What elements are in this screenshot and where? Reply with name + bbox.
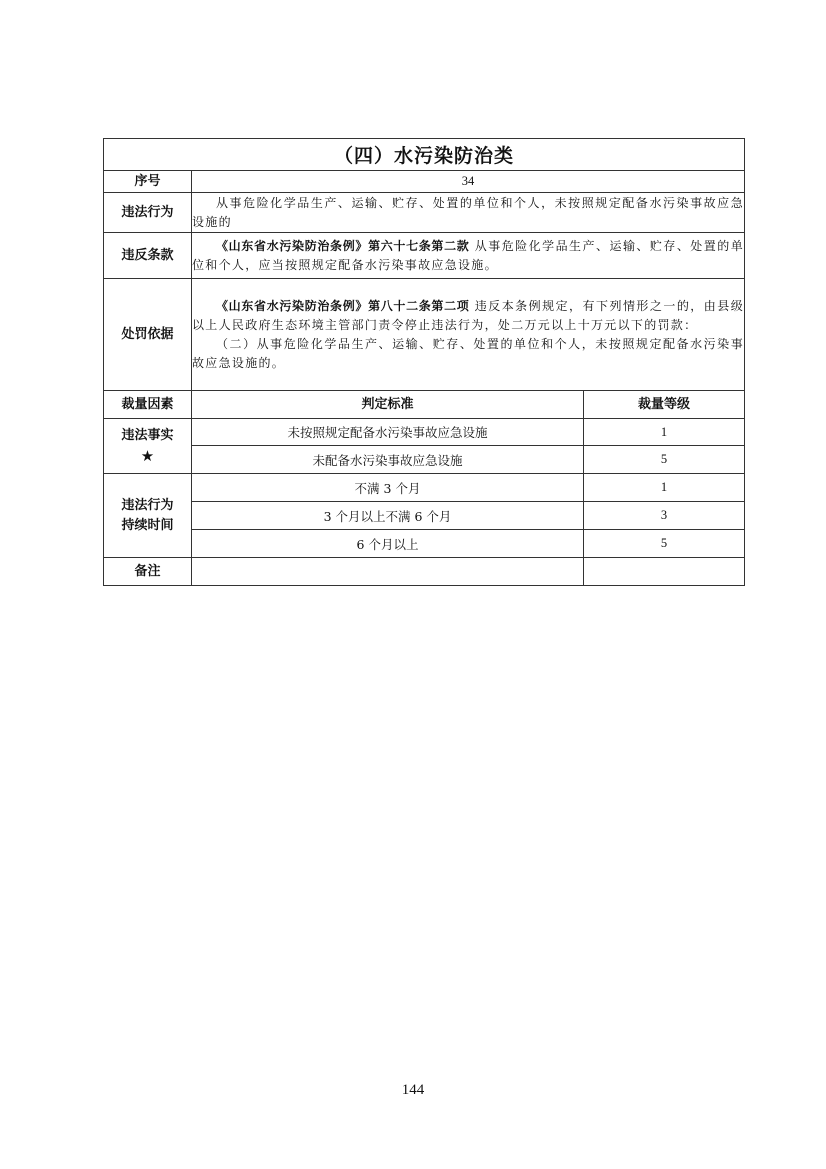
remarks-level — [584, 558, 745, 586]
facts-label-cell — [104, 419, 192, 474]
serial-value: 34 — [192, 171, 745, 193]
duration-label-cell — [104, 474, 192, 558]
duration-criteria-1: 不满 3 个月 — [192, 474, 584, 502]
penalty-basis-reference: 《山东省水污染防治条例》第八十二条第二项 — [216, 298, 470, 313]
criteria-header: 判定标准 — [192, 391, 584, 419]
violated-clause-row — [104, 233, 745, 279]
star-icon: ★ — [140, 447, 155, 465]
duration-label-line2: 持续时间 — [121, 517, 174, 533]
facts-row-1 — [104, 419, 745, 446]
factor-header: 裁量因素 — [104, 391, 192, 419]
violated-clause-reference: 《山东省水污染防治条例》第六十七条第二款 — [216, 238, 470, 253]
penalty-basis-label: 处罚依据 — [104, 279, 192, 391]
facts-label: 违法事实 — [121, 428, 174, 443]
table-title: （四）水污染防治类 — [104, 139, 745, 171]
penalty-basis-text: 违反本条例规定，有下列情形之一的，由县级以上人民政府生态环境主管部门责令停止违法行为，处二万元以上十万元以下的罚款： — [192, 298, 745, 332]
duration-row-2 — [104, 502, 745, 530]
duration-level-1: 1 — [584, 474, 745, 502]
facts-level-1: 1 — [584, 419, 745, 446]
penalty-basis-cell — [192, 279, 745, 391]
serial-row — [104, 171, 745, 193]
facts-criteria-2: 未配备水污染事故应急设施 — [192, 446, 584, 474]
violation-row — [104, 193, 745, 233]
facts-criteria-1: 未按照规定配备水污染事故应急设施 — [192, 419, 584, 446]
duration-level-2: 3 — [584, 502, 745, 530]
facts-level-2: 5 — [584, 446, 745, 474]
level-header: 裁量等级 — [584, 391, 745, 419]
duration-level-3: 5 — [584, 530, 745, 558]
discretion-header-row — [104, 391, 745, 419]
serial-label: 序号 — [104, 171, 192, 193]
violation-cell — [192, 193, 745, 233]
duration-row-1 — [104, 474, 745, 502]
facts-row-2 — [104, 446, 745, 474]
title-row — [104, 139, 745, 171]
violated-clause-text: 从事危险化学品生产、运输、贮存、处置的单位和个人，应当按照规定配备水污染事故应急设施。 — [192, 238, 745, 272]
remarks-label: 备注 — [104, 558, 192, 586]
duration-criteria-3: 6 个月以上 — [192, 530, 584, 558]
violated-clause-cell — [192, 233, 745, 279]
violation-text: 从事危险化学品生产、运输、贮存、处置的单位和个人，未按照规定配备水污染事故应急设施的 — [192, 195, 745, 229]
duration-criteria-2: 3 个月以上不满 6 个月 — [192, 502, 584, 530]
duration-row-3 — [104, 530, 745, 558]
penalty-table — [103, 138, 745, 586]
penalty-basis-row — [104, 279, 745, 391]
penalty-basis-item: （二）从事危险化学品生产、运输、贮存、处置的单位和个人，未按照规定配备水污染事故应急设施的。 — [192, 336, 745, 370]
page-number: 144 — [401, 1082, 425, 1098]
violation-label: 违法行为 — [104, 193, 192, 233]
violated-clause-label: 违反条款 — [104, 233, 192, 279]
duration-label-line1: 违法行为 — [121, 497, 174, 513]
remarks-row — [104, 558, 745, 586]
remarks-criteria — [192, 558, 584, 586]
